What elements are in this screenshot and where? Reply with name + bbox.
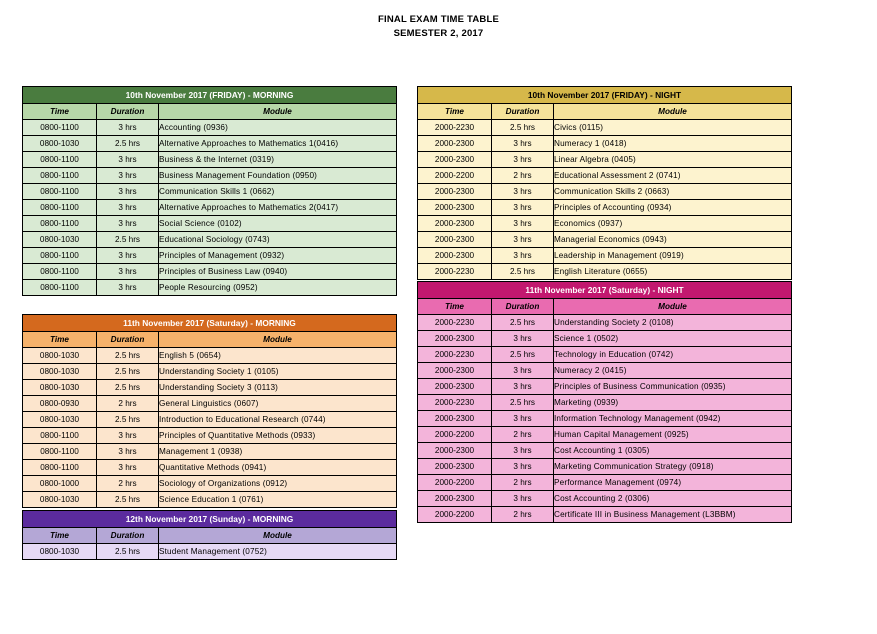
exam-time: 2000-2230: [418, 395, 492, 411]
table-body: [23, 315, 397, 508]
exam-duration: 2.5 hrs: [97, 232, 159, 248]
table-row: [418, 379, 792, 395]
exam-module: Linear Algebra (0405): [554, 152, 792, 168]
table-row: [23, 460, 397, 476]
exam-duration: 3 hrs: [492, 136, 554, 152]
column-header-row: [23, 104, 397, 120]
table-row: [23, 280, 397, 296]
table-row: [23, 232, 397, 248]
exam-duration: 3 hrs: [492, 491, 554, 507]
column-header-time: Time: [23, 332, 97, 348]
exam-duration: 2.5 hrs: [97, 364, 159, 380]
exam-module: Alternative Approaches to Mathematics 1(0416): [159, 136, 397, 152]
exam-duration: 3 hrs: [492, 152, 554, 168]
table-title: 12th November 2017 (Sunday) - MORNING: [23, 511, 397, 528]
table-row: [23, 348, 397, 364]
exam-time: 2000-2200: [418, 475, 492, 491]
exam-time: 0800-1100: [23, 460, 97, 476]
table-title-row: [418, 282, 792, 299]
exam-time: 2000-2300: [418, 491, 492, 507]
exam-module: Principles of Business Law (0940): [159, 264, 397, 280]
column-header-duration: Duration: [97, 528, 159, 544]
exam-module: Understanding Society 1 (0105): [159, 364, 397, 380]
table-row: [418, 459, 792, 475]
exam-module: Science Education 1 (0761): [159, 492, 397, 508]
table-row: [418, 232, 792, 248]
table-body: [23, 511, 397, 560]
table-row: [418, 507, 792, 523]
table-title: 11th November 2017 (Saturday) - NIGHT: [418, 282, 792, 299]
exam-duration: 2.5 hrs: [492, 395, 554, 411]
table-row: [418, 136, 792, 152]
exam-duration: 3 hrs: [492, 248, 554, 264]
exam-module: Human Capital Management (0925): [554, 427, 792, 443]
table-row: [23, 492, 397, 508]
exam-duration: 3 hrs: [97, 216, 159, 232]
exam-duration: 2.5 hrs: [492, 120, 554, 136]
table-row: [23, 264, 397, 280]
exam-module: Educational Sociology (0743): [159, 232, 397, 248]
column-header-row: [23, 528, 397, 544]
table-row: [418, 315, 792, 331]
exam-duration: 2 hrs: [97, 396, 159, 412]
exam-module: People Resourcing (0952): [159, 280, 397, 296]
exam-module: Cost Accounting 2 (0306): [554, 491, 792, 507]
page-subtitle: SEMESTER 2, 2017: [393, 28, 484, 39]
exam-duration: 3 hrs: [97, 248, 159, 264]
exam-module: Performance Management (0974): [554, 475, 792, 491]
exam-time: 0800-1030: [23, 380, 97, 396]
column-header-duration: Duration: [492, 104, 554, 120]
table-row: [23, 544, 397, 560]
column-header-row: [23, 332, 397, 348]
exam-time: 0800-1030: [23, 136, 97, 152]
exam-time: 2000-2230: [418, 315, 492, 331]
exam-time: 0800-1100: [23, 200, 97, 216]
exam-table-sunday-morning: [22, 510, 397, 560]
column-header-duration: Duration: [492, 299, 554, 315]
table-title: 10th November 2017 (FRIDAY) - MORNING: [23, 87, 397, 104]
exam-duration: 3 hrs: [97, 168, 159, 184]
exam-duration: 3 hrs: [97, 428, 159, 444]
exam-duration: 3 hrs: [492, 184, 554, 200]
exam-time: 0800-1030: [23, 232, 97, 248]
exam-duration: 3 hrs: [97, 120, 159, 136]
exam-duration: 3 hrs: [492, 216, 554, 232]
column-header-time: Time: [23, 104, 97, 120]
exam-time: 0800-1030: [23, 348, 97, 364]
exam-module: General Linguistics (0607): [159, 396, 397, 412]
exam-time: 0800-1100: [23, 216, 97, 232]
exam-time: 2000-2300: [418, 248, 492, 264]
exam-module: Management 1 (0938): [159, 444, 397, 460]
table-body: [418, 282, 792, 523]
exam-duration: 2.5 hrs: [97, 348, 159, 364]
table-row: [418, 184, 792, 200]
exam-duration: 3 hrs: [492, 331, 554, 347]
exam-module: Sociology of Organizations (0912): [159, 476, 397, 492]
exam-time: 2000-2300: [418, 184, 492, 200]
exam-module: English Literature (0655): [554, 264, 792, 280]
table-title: 11th November 2017 (Saturday) - MORNING: [23, 315, 397, 332]
exam-table-saturday-morning: [22, 314, 397, 508]
exam-time: 2000-2300: [418, 200, 492, 216]
exam-duration: 2.5 hrs: [97, 492, 159, 508]
table-row: [418, 363, 792, 379]
exam-time: 2000-2300: [418, 459, 492, 475]
exam-time: 2000-2200: [418, 168, 492, 184]
table-row: [23, 248, 397, 264]
table-row: [23, 396, 397, 412]
exam-time: 0800-1030: [23, 364, 97, 380]
exam-time: 2000-2300: [418, 136, 492, 152]
exam-time: 0800-1000: [23, 476, 97, 492]
exam-time: 2000-2200: [418, 507, 492, 523]
exam-time: 0800-1100: [23, 444, 97, 460]
exam-duration: 3 hrs: [492, 232, 554, 248]
exam-time: 0800-1100: [23, 428, 97, 444]
exam-module: Principles of Accounting (0934): [554, 200, 792, 216]
exam-module: Marketing (0939): [554, 395, 792, 411]
exam-module: Communication Skills 1 (0662): [159, 184, 397, 200]
page-title: FINAL EXAM TIME TABLE: [377, 14, 499, 25]
table-row: [23, 364, 397, 380]
exam-time: 0800-1030: [23, 544, 97, 560]
column-header-module: Module: [554, 104, 792, 120]
exam-module: Alternative Approaches to Mathematics 2(0417): [159, 200, 397, 216]
table-row: [418, 475, 792, 491]
document-header: [0, 14, 877, 39]
exam-duration: 2.5 hrs: [492, 315, 554, 331]
exam-duration: 3 hrs: [492, 443, 554, 459]
table-row: [418, 200, 792, 216]
exam-duration: 2.5 hrs: [97, 412, 159, 428]
column-header-module: Module: [159, 528, 397, 544]
exam-module: Certificate III in Business Management (L3BBM): [554, 507, 792, 523]
column-header-row: [418, 299, 792, 315]
exam-table-friday-night: [417, 86, 792, 280]
table-row: [23, 168, 397, 184]
table-row: [23, 136, 397, 152]
table-row: [418, 264, 792, 280]
exam-module: Business Management Foundation (0950): [159, 168, 397, 184]
column-header-time: Time: [23, 528, 97, 544]
table-body: [418, 87, 792, 280]
exam-time: 0800-1100: [23, 152, 97, 168]
table-row: [418, 120, 792, 136]
exam-duration: 3 hrs: [492, 411, 554, 427]
exam-duration: 3 hrs: [97, 280, 159, 296]
exam-module: Economics (0937): [554, 216, 792, 232]
table-row: [23, 200, 397, 216]
column-header-time: Time: [418, 299, 492, 315]
exam-module: Introduction to Educational Research (0744): [159, 412, 397, 428]
exam-module: Communication Skills 2 (0663): [554, 184, 792, 200]
exam-duration: 2.5 hrs: [97, 136, 159, 152]
exam-time: 0800-1030: [23, 412, 97, 428]
exam-duration: 2.5 hrs: [97, 544, 159, 560]
table-row: [23, 444, 397, 460]
exam-module: Quantitative Methods (0941): [159, 460, 397, 476]
exam-time: 2000-2230: [418, 347, 492, 363]
table-row: [23, 184, 397, 200]
timetable-sheet: [0, 39, 877, 599]
exam-time: 0800-1030: [23, 492, 97, 508]
exam-duration: 3 hrs: [97, 444, 159, 460]
table-title-row: [23, 315, 397, 332]
exam-time: 2000-2300: [418, 363, 492, 379]
exam-module: Student Management (0752): [159, 544, 397, 560]
exam-module: Information Technology Management (0942): [554, 411, 792, 427]
exam-time: 0800-1100: [23, 184, 97, 200]
exam-table-friday-morning: [22, 86, 397, 296]
exam-time: 2000-2300: [418, 331, 492, 347]
exam-time: 0800-1100: [23, 280, 97, 296]
exam-duration: 3 hrs: [492, 200, 554, 216]
table-title-row: [23, 511, 397, 528]
table-body: [23, 87, 397, 296]
exam-time: 2000-2300: [418, 443, 492, 459]
exam-module: Science 1 (0502): [554, 331, 792, 347]
exam-time: 2000-2300: [418, 379, 492, 395]
exam-duration: 2 hrs: [492, 475, 554, 491]
table-row: [418, 331, 792, 347]
exam-time: 0800-1100: [23, 120, 97, 136]
exam-module: Business & the Internet (0319): [159, 152, 397, 168]
table-row: [418, 395, 792, 411]
exam-module: Principles of Management (0932): [159, 248, 397, 264]
exam-time: 2000-2300: [418, 152, 492, 168]
exam-table-saturday-night: [417, 281, 792, 523]
exam-duration: 2.5 hrs: [492, 264, 554, 280]
column-header-module: Module: [159, 104, 397, 120]
exam-time: 2000-2230: [418, 264, 492, 280]
table-row: [418, 168, 792, 184]
column-header-module: Module: [554, 299, 792, 315]
table-row: [418, 248, 792, 264]
table-row: [418, 347, 792, 363]
column-header-duration: Duration: [97, 332, 159, 348]
exam-duration: 3 hrs: [492, 459, 554, 475]
exam-time: 0800-1100: [23, 264, 97, 280]
exam-module: Marketing Communication Strategy (0918): [554, 459, 792, 475]
exam-module: English 5 (0654): [159, 348, 397, 364]
table-row: [23, 428, 397, 444]
exam-module: Civics (0115): [554, 120, 792, 136]
exam-duration: 2 hrs: [492, 427, 554, 443]
exam-time: 2000-2300: [418, 411, 492, 427]
column-header-row: [418, 104, 792, 120]
table-row: [23, 380, 397, 396]
exam-module: Understanding Society 2 (0108): [554, 315, 792, 331]
exam-time: 0800-1100: [23, 168, 97, 184]
exam-module: Educational Assessment 2 (0741): [554, 168, 792, 184]
table-row: [418, 216, 792, 232]
exam-module: Cost Accounting 1 (0305): [554, 443, 792, 459]
exam-module: Accounting (0936): [159, 120, 397, 136]
exam-module: Managerial Economics (0943): [554, 232, 792, 248]
exam-time: 0800-1100: [23, 248, 97, 264]
column-header-module: Module: [159, 332, 397, 348]
table-row: [418, 411, 792, 427]
exam-duration: 2 hrs: [492, 168, 554, 184]
table-row: [23, 152, 397, 168]
table-row: [418, 427, 792, 443]
table-row: [23, 412, 397, 428]
exam-duration: 3 hrs: [97, 460, 159, 476]
exam-module: Leadership in Management (0919): [554, 248, 792, 264]
exam-time: 2000-2300: [418, 216, 492, 232]
exam-duration: 2 hrs: [492, 507, 554, 523]
table-row: [418, 152, 792, 168]
exam-duration: 2.5 hrs: [97, 380, 159, 396]
exam-duration: 2.5 hrs: [492, 347, 554, 363]
exam-module: Technology in Education (0742): [554, 347, 792, 363]
exam-duration: 3 hrs: [97, 152, 159, 168]
table-row: [23, 476, 397, 492]
exam-duration: 3 hrs: [97, 264, 159, 280]
exam-module: Social Science (0102): [159, 216, 397, 232]
exam-time: 2000-2200: [418, 427, 492, 443]
table-row: [418, 443, 792, 459]
exam-duration: 3 hrs: [492, 379, 554, 395]
exam-module: Numeracy 2 (0415): [554, 363, 792, 379]
exam-duration: 3 hrs: [492, 363, 554, 379]
table-row: [23, 216, 397, 232]
exam-duration: 2 hrs: [97, 476, 159, 492]
exam-duration: 3 hrs: [97, 184, 159, 200]
table-title-row: [418, 87, 792, 104]
table-row: [418, 491, 792, 507]
column-header-duration: Duration: [97, 104, 159, 120]
exam-time: 0800-0930: [23, 396, 97, 412]
exam-module: Understanding Society 3 (0113): [159, 380, 397, 396]
table-title-row: [23, 87, 397, 104]
table-row: [23, 120, 397, 136]
exam-time: 2000-2230: [418, 120, 492, 136]
exam-module: Principles of Business Communication (0935): [554, 379, 792, 395]
exam-module: Numeracy 1 (0418): [554, 136, 792, 152]
table-title: 10th November 2017 (FRIDAY) - NIGHT: [418, 87, 792, 104]
exam-module: Principles of Quantitative Methods (0933): [159, 428, 397, 444]
exam-duration: 3 hrs: [97, 200, 159, 216]
column-header-time: Time: [418, 104, 492, 120]
exam-time: 2000-2300: [418, 232, 492, 248]
